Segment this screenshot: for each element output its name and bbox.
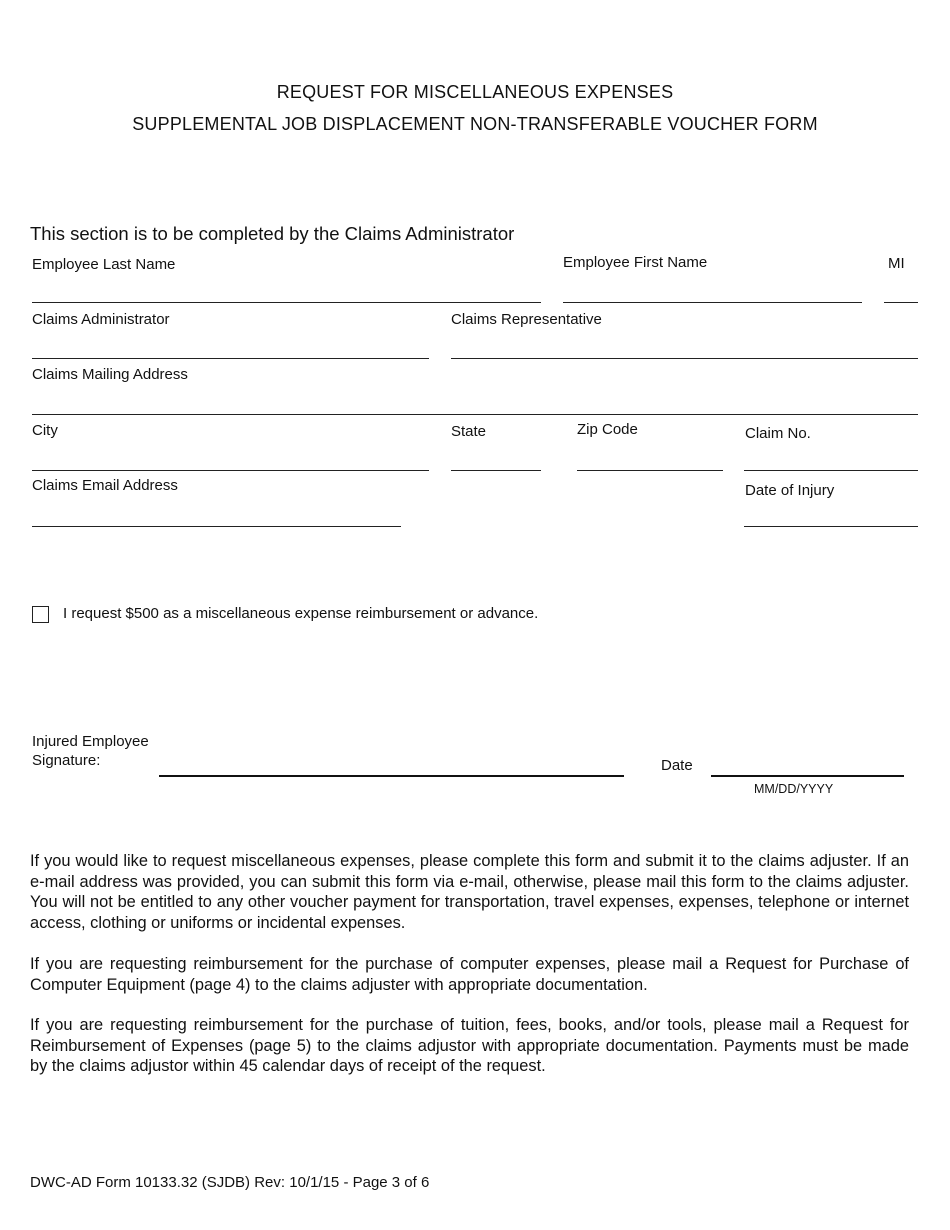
claims-administrator-underline <box>32 358 429 359</box>
form-footer-id: DWC-AD Form 10133.32 (SJDB) Rev: 10/1/15 - Page 3 of 6 <box>30 1174 430 1191</box>
date-format-hint: MM/DD/YYYY <box>754 782 834 796</box>
claim-no-field[interactable] <box>744 447 918 469</box>
instruction-paragraph-2: If you are requesting reimbursement for the purchase of computer expenses, please mail a Request for Purchase of Computer Equipment (page 4) to the claims adjuster with appropriate documentation. <box>30 955 909 994</box>
claims-representative-label: Claims Representative <box>451 311 602 328</box>
employee-last-name-field[interactable] <box>32 279 541 301</box>
claims-email-address-field[interactable] <box>32 503 401 525</box>
instruction-paragraph-3: If you are requesting reimbursement for the purchase of tuition, fees, books, and/or tools, please mail a Request for Reimbursement of Expenses (page 5) to the claims adjustor with appropriate documentation. Payments must be made by the claims adjustor within 45 calendar days of receipt of the request. <box>30 1016 909 1075</box>
signature-label-line2: Signature: <box>32 752 101 769</box>
signature-date-label: Date <box>661 757 693 774</box>
employee-last-name-underline <box>32 302 541 303</box>
claims-administrator-label: Claims Administrator <box>32 311 170 328</box>
claims-representative-field[interactable] <box>451 335 918 357</box>
mi-underline <box>884 302 918 303</box>
state-label: State <box>451 423 487 440</box>
claims-email-address-underline <box>32 526 401 527</box>
claims-representative-underline <box>451 358 918 359</box>
employee-first-name-underline <box>563 302 862 303</box>
zip-code-label: Zip Code <box>577 421 638 438</box>
claims-mailing-address-field[interactable] <box>32 391 918 413</box>
employee-first-name-label: Employee First Name <box>563 254 708 271</box>
employee-first-name-field[interactable] <box>563 279 862 301</box>
employee-last-name-label: Employee Last Name <box>32 256 176 273</box>
date-of-injury-underline <box>744 526 918 527</box>
date-of-injury-label: Date of Injury <box>745 482 835 499</box>
mi-field[interactable] <box>884 279 918 301</box>
claim-no-label: Claim No. <box>745 425 811 442</box>
form-subtitle: SUPPLEMENTAL JOB DISPLACEMENT NON-TRANSFERABLE VOUCHER FORM <box>132 114 818 134</box>
signature-date-field[interactable] <box>711 751 904 773</box>
zip-code-underline <box>577 470 723 471</box>
city-label: City <box>32 422 58 439</box>
instruction-paragraph-1: If you would like to request miscellaneous expenses, please complete this form and submit it to the claims adjuster. If an e-mail address was provided, you can submit this form via e-mail, otherwise, please mail this form to the claims adjuster. You will not be entitled to any other voucher payment for transportation, travel expenses, expenses, telephone or internet access, clothing or uniforms or incidental expenses. <box>30 852 909 932</box>
claims-administrator-field[interactable] <box>32 335 429 357</box>
claims-email-address-label: Claims Email Address <box>32 477 178 494</box>
date-of-injury-field[interactable] <box>744 503 918 525</box>
state-field[interactable] <box>451 447 541 469</box>
section-heading: This section is to be completed by the Claims Administrator <box>30 223 515 244</box>
state-underline <box>451 470 541 471</box>
claims-mailing-address-underline <box>32 414 918 415</box>
signature-field[interactable] <box>159 751 624 773</box>
form-title: REQUEST FOR MISCELLANEOUS EXPENSES <box>276 82 674 102</box>
zip-code-field[interactable] <box>577 447 723 469</box>
request-500-label: I request $500 as a miscellaneous expense reimbursement or advance. <box>63 605 539 622</box>
request-500-checkbox[interactable] <box>32 606 49 623</box>
claims-mailing-address-label: Claims Mailing Address <box>32 366 188 383</box>
signature-label-line1: Injured Employee <box>32 733 149 750</box>
claim-no-underline <box>744 470 918 471</box>
city-field[interactable] <box>32 447 429 469</box>
mi-label: MI <box>888 255 905 272</box>
signature-date-underline <box>711 775 904 777</box>
signature-underline <box>159 775 624 777</box>
city-underline <box>32 470 429 471</box>
